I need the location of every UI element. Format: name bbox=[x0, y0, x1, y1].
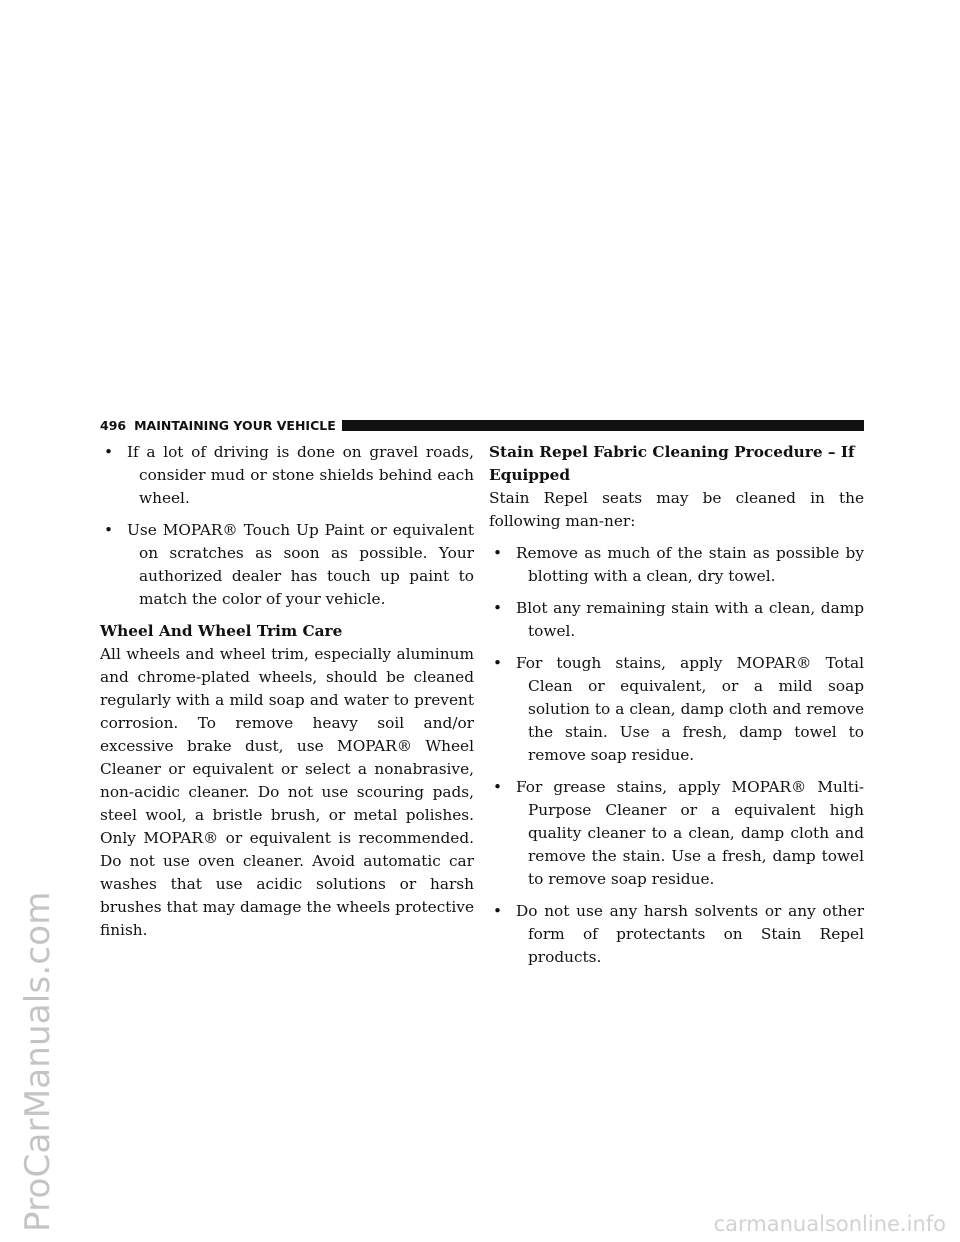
bullet-marker: • bbox=[493, 654, 503, 672]
section-heading: Stain Repel Fabric Cleaning Procedure – If Equipped bbox=[489, 443, 855, 484]
right-column bbox=[489, 441, 864, 978]
bullet-marker: • bbox=[493, 544, 503, 562]
side-watermark: ProCarManuals.com bbox=[18, 891, 58, 1232]
bullet-text: Blot any remaining stain with a clean, damp towel. bbox=[516, 599, 864, 640]
left-column bbox=[100, 441, 474, 951]
body-paragraph: All wheels and wheel trim, especially aluminum and chrome-plated wheels, should be cleaned regularly with a mild soap and water to prevent corrosion. To remove heavy soil and/or excessive brake dust, use MOPAR® Wheel Cleaner or equivalent or select a nonabrasive, non-acidic cleaner. Do not use scouring pads, steel wool, a bristle brush, or metal polishes. Only MOPAR® or equivalent is recommended. Do not use oven cleaner. Avoid automatic car washes that use acidic solutions or harsh brushes that may damage the wheels protective finish. bbox=[100, 645, 474, 939]
bullet-text: If a lot of driving is done on gravel roads, consider mud or stone shields behind each wheel. bbox=[127, 443, 474, 507]
bullet-item bbox=[489, 597, 864, 643]
section-title: MAINTAINING YOUR VEHICLE bbox=[134, 417, 336, 433]
page-number: 496 bbox=[100, 417, 127, 433]
bullet-text: Use MOPAR® Touch Up Paint or equivalent on scratches as soon as possible. Your authorized dealer has touch up paint to match the color of your vehicle. bbox=[127, 521, 474, 608]
bullet-text: For tough stains, apply MOPAR® Total Clean or equivalent, or a mild soap solution to a clean, damp cloth and remove the stain. Use a fresh, damp towel to remove soap residue. bbox=[516, 654, 864, 764]
bullet-item bbox=[100, 441, 474, 510]
header-rule bbox=[342, 420, 864, 431]
intro-paragraph: Stain Repel seats may be cleaned in the following man-ner: bbox=[489, 489, 864, 530]
header-label bbox=[100, 418, 336, 433]
page-header bbox=[100, 416, 864, 434]
bullet-marker: • bbox=[493, 599, 503, 617]
bullet-item bbox=[489, 776, 864, 891]
bullet-item bbox=[100, 519, 474, 611]
bullet-item bbox=[489, 652, 864, 767]
bullet-marker: • bbox=[493, 902, 503, 920]
bullet-marker: • bbox=[104, 443, 114, 461]
bullet-item bbox=[489, 900, 864, 969]
bullet-marker: • bbox=[104, 521, 114, 539]
bottom-watermark: carmanualsonline.info bbox=[713, 1212, 946, 1236]
bullet-text: Remove as much of the stain as possible by blotting with a clean, dry towel. bbox=[516, 544, 864, 585]
section-heading: Wheel And Wheel Trim Care bbox=[100, 622, 343, 640]
bullet-marker: • bbox=[493, 778, 503, 796]
bullet-text: For grease stains, apply MOPAR® Multi-Purpose Cleaner or a equivalent high quality cleaner to a clean, damp cloth and remove the stain. Use a fresh, damp towel to remove soap residue. bbox=[516, 778, 864, 888]
bullet-text: Do not use any harsh solvents or any other form of protectants on Stain Repel products. bbox=[516, 902, 864, 966]
bullet-item bbox=[489, 542, 864, 588]
